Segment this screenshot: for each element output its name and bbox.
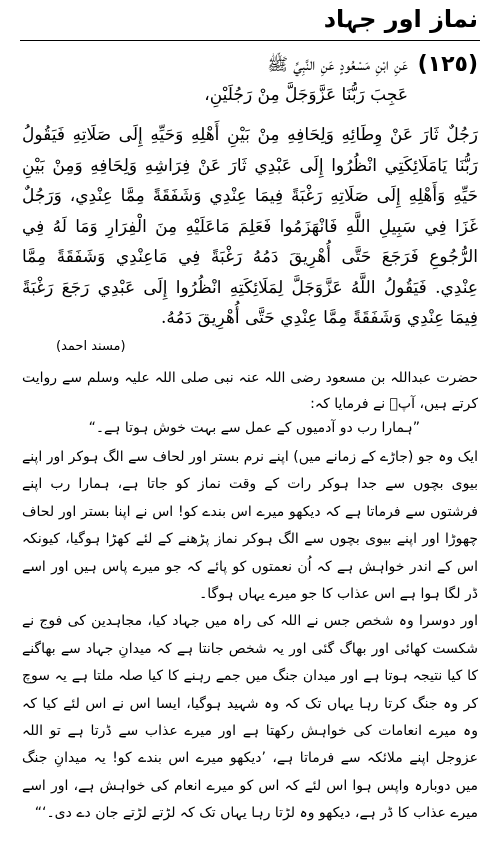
translation-quote: ”ہمارا رب دو آدمیوں کے عمل سے بہت خوش ہوتا ہے۔“ bbox=[88, 420, 420, 436]
hadith-reference: (مسند احمد) bbox=[56, 339, 126, 354]
translation-intro: حضرت عبداللہ بن مسعود رضی اللہ عنہ نبی صلی اللہ علیہ وسلم سے روایت کرتے ہیں، آپؐ نے فرمایا کہ: bbox=[22, 370, 478, 412]
translation-body bbox=[22, 444, 478, 828]
page-header-title: نماز اور جہاد bbox=[323, 5, 478, 33]
hadith-isnad-line-1: عَنِ ابْنِ مَسْعُودٍ عَنِ النَّبِيِّ ﷺ bbox=[267, 55, 408, 75]
translation-paragraph-2: اور دوسرا وہ شخص جس نے اللہ کی راہ میں جہاد کیا، مجاہدین کی فوج نے شکست کھائی اور بھاگ گئی اور یہ شخص جانتا ہے کہ میدانِ جہاد سے بھاگنے کا کیا نتیجہ ہوتا ہے اور میدان جنگ میں جمے رہنے کا کیا صلہ ملتا ہے یہ سوچ کر وہ جنگ کرتا رہا یہاں تک کہ وہ شہید ہوگیا، ایسا اس نے اس لئے کیا کہ وہ میرے انعامات کی خواہش رکھتا ہے اور میرے عذاب سے ڈرتا ہے تو اللہ عزوجل اپنے ملائکہ سے فرماتا ہے، ’دیکھو میرے اس بندے کو! یہ میدانِ جنگ میں دوبارہ واپس ہوا اس لئے کہ اس کو میرے انعام کی خواہش ہے، اور اسے میرے عذاب کا ڈر ہے، دیکھو وہ لڑتا رہا یہاں تک کہ لڑتے لڑتے جان دے دی۔‘“ bbox=[22, 613, 478, 822]
hadith-number: (١٢٥) bbox=[417, 52, 478, 77]
header-rule bbox=[20, 40, 480, 41]
hadith-isnad-line-2: عَجِبَ رَبُّنَا عَزَّوَجَلَّ مِنْ رَجُلَيْنِ، bbox=[204, 85, 408, 105]
hadith-arabic-text: رَجُلٌ ثَارَ عَنْ وِطَائِهِ وَلِحَافِهِ مِنْ بَيْنِ أَهْلِهِ وَحَيِّهِ إِلَى صَلَاتِهِ فَيَقُولُ رَبُّنَا يَامَلَائِكَتِي انْظُرُوا إِلَى عَبْدِي ثَارَ عَنْ فِرَاشِهِ وَلِحَافِهِ وَمِنْ بَيْنِ حَيِّهِ وَأَهْلِهِ إِلَى صَلَاتِهِ رَغْبَةً فِيمَا عِنْدِي وَشَفَقَةً مِمَّا عِنْدِي، وَرَجُلٌ غَزَا فِي سَبِيلِ اللَّهِ فَانْهَزَمُوا فَعَلِمَ مَاعَلَيْهِ مِنَ الْفِرَارِ وَمَا لَهُ فِي الرُّجُوعِ فَرَجَعَ حَتَّى أُهْرِيقَ دَمُهُ رَغْبَةً فِي مَاعِنْدِي وَشَفَقَةً مِمَّا عِنْدِي. فَيَقُولُ اللَّهُ عَزَّوَجَلَّ لِمَلَائِكَتِهِ انْظُرُوا إِلَى عَبْدِي رَجَعَ رَغْبَةً فِيمَا عِنْدِي وَشَفَقَةً مِمَّا عِنْدِي حَتَّى أُهْرِيقَ دَمُهُ. bbox=[22, 125, 478, 328]
translation-paragraph-1: ایک وہ جو (جاڑے کے زمانے میں) اپنے نرم بستر اور لحاف سے الگ ہوکر اور اپنے بیوی بچوں سے جدا ہوکر رات کے وقت نماز کو جاتا ہے، ہمارا رب اپنے فرشتوں سے فرماتا ہے کہ دیکھو میرے اس بندے کو! اس نے اپنا بستر اور لحاف چھوڑا اور اپنے بیوی بچوں سے الگ ہوکر نماز پڑھنے کے لئے کھڑا ہوگیا، کیونکہ اس کے اندر خواہش ہے کہ اُن نعمتوں کو پائے کہ جو میرے پاس ہیں اور اسے ڈر لگا ہوا ہے اس عذاب کا جو میرے یہاں ہوگا۔ bbox=[22, 449, 478, 603]
